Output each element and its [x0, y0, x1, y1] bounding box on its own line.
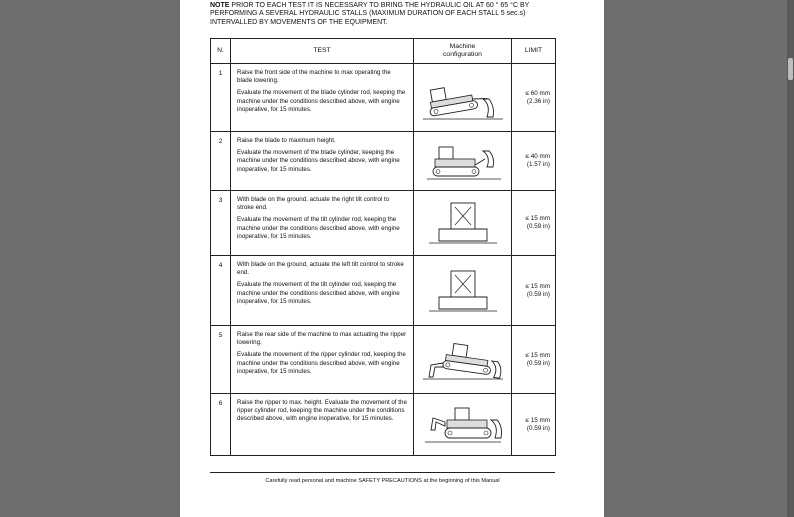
dozer-front-view-left-tilt-icon — [414, 256, 512, 326]
header-test: TEST — [231, 39, 414, 64]
dozer-rear-raised-icon — [414, 326, 512, 394]
page-footer: Carefully read personal and machine SAFETY PRECAUTIONS at the beginning of this Manual — [265, 478, 500, 484]
test-description: Raise the rear side of the machine to max actuating the ripper lowering. Evaluate the movement of the ripper cylinder rod, keeping the machine under the conditions described above, with engine inoperative, for 15 minutes. — [231, 326, 414, 394]
dozer-front-view-right-tilt-icon — [414, 191, 512, 256]
dozer-ripper-raised-icon — [414, 394, 512, 456]
hydraulic-test-table — [210, 38, 556, 456]
dozer-front-raised-icon — [414, 64, 512, 132]
table-row — [211, 326, 556, 394]
row-number: 3 — [211, 191, 231, 256]
test-description: With blade on the ground, actuate the left tilt control to stroke end. Evaluate the movement of the tilt cylinder rod, keeping the machine under the conditions described above, with engine inoperative, for 15 minutes. — [231, 256, 414, 326]
dozer-blade-raised-icon — [414, 132, 512, 191]
limit-value: ≤ 40 mm (1.57 in) — [512, 132, 556, 191]
footer-divider — [210, 472, 555, 473]
test-description: Raise the front side of the machine to max operating the blade lowering. Evaluate the movement of the blade cylinder rod, keeping the machine under the conditions described above, with engine inoperative, for 15 minutes. — [231, 64, 414, 132]
limit-value: ≤ 15 mm (0.59 in) — [512, 256, 556, 326]
row-number: 1 — [211, 64, 231, 132]
table-row — [211, 394, 556, 456]
row-number: 4 — [211, 256, 231, 326]
note-paragraph — [210, 2, 560, 27]
table-row — [211, 191, 556, 256]
scrollbar-thumb[interactable] — [788, 58, 793, 80]
table-row — [211, 132, 556, 191]
vertical-scrollbar[interactable] — [787, 0, 794, 517]
note-label: NOTE — [210, 2, 230, 9]
header-machine-configuration: Machine configuration — [414, 39, 512, 64]
limit-value: ≤ 60 mm (2.36 in) — [512, 64, 556, 132]
limit-value: ≤ 15 mm (0.59 in) — [512, 394, 556, 456]
table-row — [211, 64, 556, 132]
note-text: PRIOR TO EACH TEST IT IS NECESSARY TO BRING THE HYDRAULIC OIL AT 60 ° 65 °C BY PERFORMING A SEVERAL HYDRAULIC STALLS (MAXIMUM DURATION OF EACH STALL 5 sec.s) INTERVALLED BY MOVEMENTS OF THE EQUIPMENT. — [210, 2, 530, 26]
document-page — [180, 0, 604, 517]
test-description: Raise the ripper to max. height. Evaluate the movement of the ripper cylinder rod, keeping the machine under the conditions described above, with engine inoperative, for 15 minutes. — [231, 394, 414, 456]
row-number: 5 — [211, 326, 231, 394]
row-number: 2 — [211, 132, 231, 191]
header-limit: LIMIT — [512, 39, 556, 64]
table-row — [211, 256, 556, 326]
table-header-row — [211, 39, 556, 64]
limit-value: ≤ 15 mm (0.59 in) — [512, 326, 556, 394]
header-n: N. — [211, 39, 231, 64]
row-number: 6 — [211, 394, 231, 456]
limit-value: ≤ 15 mm (0.59 in) — [512, 191, 556, 256]
test-description: With blade on the ground, actuate the right tilt control to stroke end. Evaluate the movement of the tilt cylinder rod, keeping the machine under the conditions described above, with engine inoperative, for 15 minutes. — [231, 191, 414, 256]
test-description: Raise the blade to maximum height. Evaluate the movement of the blade cylinder, keeping the machine under the conditions described above, with engine inoperative, for 15 minutes. — [231, 132, 414, 191]
